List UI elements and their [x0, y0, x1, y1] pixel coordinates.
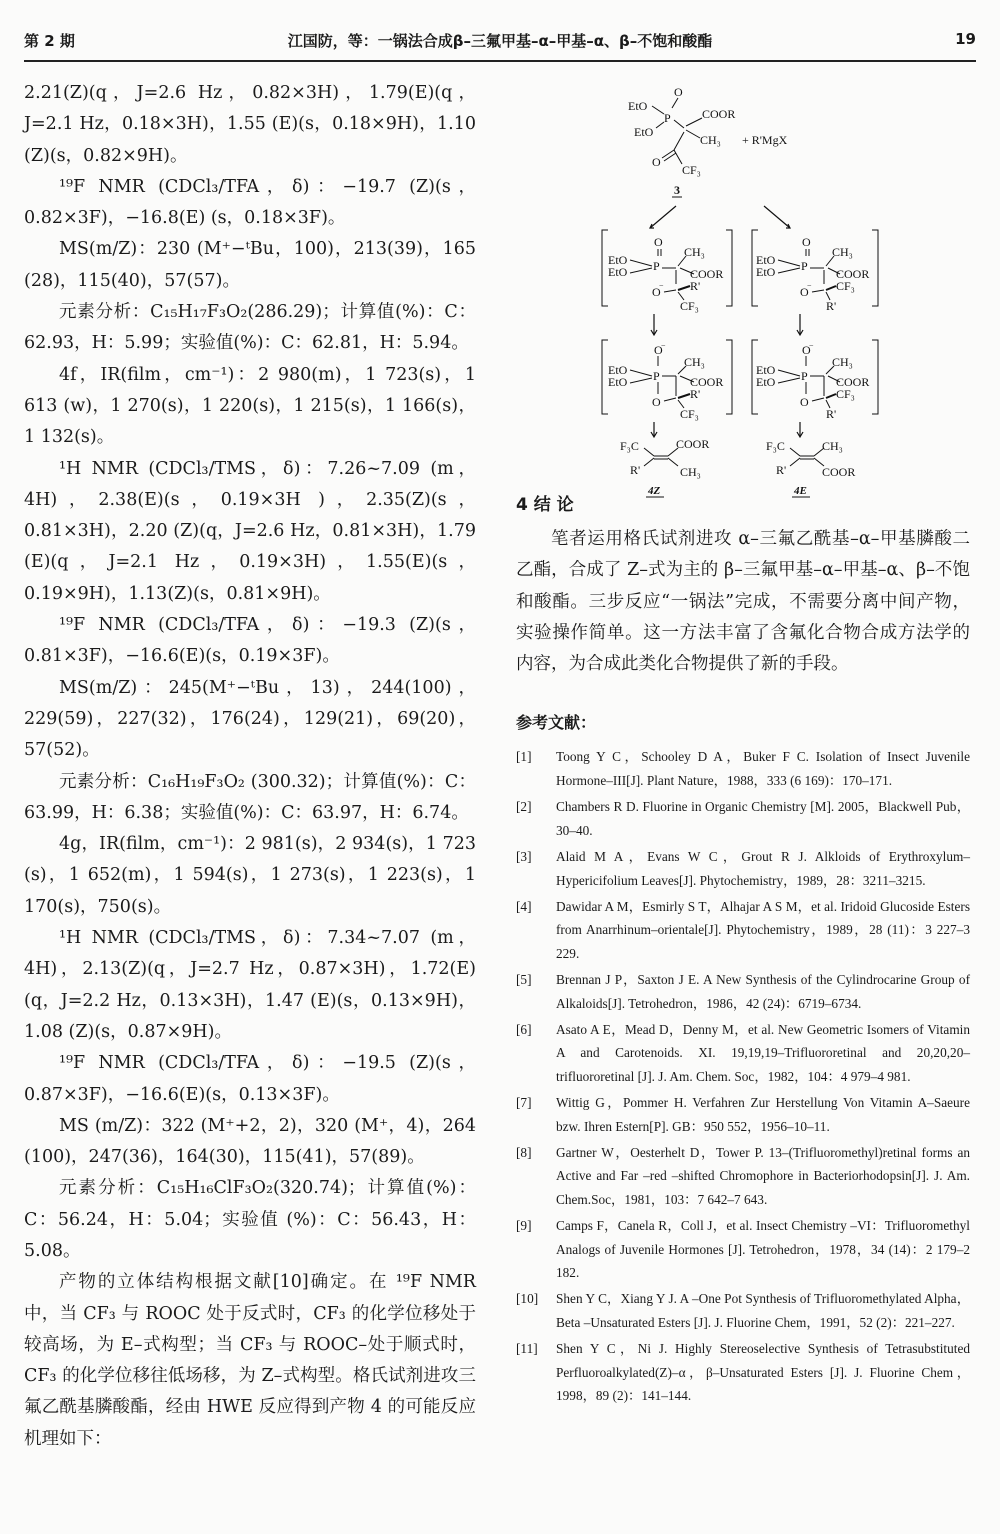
- svg-text:P: P: [801, 369, 808, 383]
- svg-text:COOR: COOR: [836, 375, 870, 389]
- reference-item: [516, 968, 970, 1015]
- svg-text:EtO: EtO: [628, 99, 648, 113]
- data-paragraph: 2.21(Z)(q，J=2.6 Hz，0.82×3H)，1.79(E)(q，J=2.1 Hz，0.18×3H)，1.55 (E)(s，0.18×9H)，1.10 (Z)(s，0.82×9H)。: [24, 83, 476, 166]
- reference-text: Dawidar A M，Esmirly S T，Alhajar A S M，et al. Iridoid Glucoside Esters from Anarrhinum–orientale[J]. Phytochemistry，1989，28 (11)：3 227–3 229.: [556, 898, 970, 961]
- svg-text:P: P: [653, 369, 660, 383]
- svg-text:R': R': [826, 299, 837, 313]
- data-paragraph: ¹H NMR (CDCl₃/TMS，δ)：7.26~7.09 (m，4H)，2.38(E)(s，0.19×3H )，2.35(Z)(s，0.81×3H)，2.20 (Z)(q，J=2.6 Hz，0.81×3H)，1.79 (E)(q，J=2.1 Hz，0.19×3H)，1.55(E)(s，0.19×9H)，1.13(Z)(s，0.81×9H)。: [24, 458, 476, 604]
- reference-item: [516, 845, 970, 892]
- reference-text: Shen Y C，Ni J. Highly Stereoselective Synthesis of Tetrasubstituted Perfluoroalkylated(Z)–α，β–Unsaturated Esters [J]. J. Fluorine Chem，1998，89 (2)：141–144.: [556, 1341, 970, 1404]
- grignard-reagent: + R'MgX: [742, 133, 788, 147]
- references-heading: 参考文献：: [516, 713, 597, 733]
- svg-text:CF₃: CF₃: [836, 387, 855, 401]
- svg-text:O: O: [802, 235, 811, 249]
- svg-text:CF₃: CF₃: [680, 407, 699, 421]
- oxaphosphetane-left: [602, 340, 732, 421]
- reference-item: [516, 1337, 970, 1407]
- product-4E-label: 4E: [794, 485, 807, 497]
- svg-text:CF₃: CF₃: [682, 163, 701, 177]
- data-paragraph: MS (m/Z)：322 (M⁺+2，2)，320 (M⁺，4)，264 (100)，247(36)，164(30)，115(41)，57(89)。: [24, 1115, 476, 1168]
- data-paragraph: 元素分析：C₁₅H₁₇F₃O₂(286.29)；计算值(%)：C：62.93，H：5.99；实验值(%)：C：62.81，H：5.94。: [24, 302, 476, 354]
- svg-text:COOR: COOR: [676, 437, 710, 451]
- data-paragraph: ¹H NMR (CDCl₃/TMS，δ)：7.34~7.07 (m，4H)，2.13(Z)(q，J=2.7 Hz，0.87×3H)，1.72(E)(q，J=2.2 Hz，0.13×3H)，1.47 (E)(s，0.13×9H)，1.08 (Z)(s，0.87×9H)。: [24, 928, 476, 1042]
- data-paragraph: 元素分析：C₁₅H₁₆ClF₃O₂(320.74)；计算值(%)：C：56.24，H：5.04；实验值 (%)：C：56.43，H：5.08。: [24, 1178, 476, 1261]
- reference-number: [3]: [516, 849, 532, 865]
- reference-number: [4]: [516, 898, 532, 914]
- header-rule: [24, 60, 976, 62]
- svg-text:CF₃: CF₃: [680, 299, 699, 313]
- svg-text:EtO: EtO: [608, 265, 628, 279]
- svg-text:−: −: [807, 281, 812, 290]
- reference-item: [516, 795, 970, 842]
- svg-text:CH₃: CH₃: [684, 355, 705, 369]
- issue-number: 第 2 期: [24, 32, 75, 50]
- reference-text: Wittig G，Pommer H. Verfahren Zur Herstellung Von Vitamin A–Saeure bzw. Ihren Estern[P]. GB：950 552，1956–10–11.: [556, 1095, 970, 1134]
- data-paragraph: 元素分析：C₁₆H₁₉F₃O₂ (300.32)；计算值(%)：C：63.99，H：6.38；实验值(%)：C：63.97，H：6.74。: [24, 771, 476, 823]
- reference-item: [516, 1214, 970, 1284]
- svg-text:EtO: EtO: [608, 253, 628, 267]
- data-paragraph: MS(m/Z)：245(M⁺−ᵗBu，13)，244(100)，229(59)，227(32)，176(24)，129(21)，69(20)，57(52)。: [24, 677, 476, 761]
- data-paragraph: ¹⁹F NMR (CDCl₃/TFA，δ)：−19.7 (Z)(s，0.82×3F)，−16.8(E) (s，0.18×3F)。: [24, 176, 476, 229]
- reference-number: [6]: [516, 1021, 532, 1037]
- svg-text:COOR: COOR: [702, 107, 736, 121]
- reference-number: [9]: [516, 1218, 532, 1234]
- reference-number: [2]: [516, 799, 532, 815]
- svg-text:O: O: [654, 235, 663, 249]
- reference-number: [10]: [516, 1291, 539, 1307]
- alkoxide-intermediate-right: [752, 230, 878, 313]
- svg-text:O: O: [652, 285, 661, 299]
- svg-text:R': R': [776, 463, 787, 477]
- reference-text: Gartner W，Oesterhelt D，Tower P. 13–(Trifluoromethyl)retinal forms an Active and Far –red –shifted Chromophore in Bacteriorhodopsin[J]. J. Am. Chem.Soc，1981，103：7 642–7 643.: [556, 1144, 970, 1207]
- reference-text: Chambers R D. Fluorine in Organic Chemistry [M]. 2005，Blackwell Pub，30–40.: [556, 799, 970, 838]
- svg-text:O: O: [800, 285, 809, 299]
- reference-item: [516, 745, 970, 792]
- svg-text:−: −: [661, 341, 666, 350]
- svg-text:CF₃: CF₃: [836, 279, 855, 293]
- reference-item: [516, 895, 970, 965]
- data-paragraph: 4g，IR(film，cm⁻¹)：2 981(s)，2 934(s)，1 723 (s)，1 652(m)，1 594(s)，1 273(s)，1 223(s)，1 170(s)，750(s)。: [24, 834, 476, 917]
- svg-text:P: P: [801, 259, 808, 273]
- reference-item: [516, 1018, 970, 1088]
- svg-text:EtO: EtO: [608, 363, 628, 377]
- data-paragraph: 4f，IR(film，cm⁻¹)：2 980(m)，1 723(s)，1 613 (w)，1 270(s)，1 220(s)，1 215(s)，1 166(s)，1 132(s)。: [24, 364, 476, 448]
- reference-item: [516, 1287, 970, 1334]
- reference-number: [8]: [516, 1144, 532, 1160]
- svg-text:O: O: [654, 343, 663, 357]
- svg-text:O: O: [674, 85, 683, 99]
- discussion-paragraph: 产物的立体结构根据文献[10]确定。在 ¹⁹F NMR 中，当 CF₃ 与 ROOC 处于反式时，CF₃ 的化学位移处于较高场，为 E–式构型；当 CF₃ 与 ROOC–处于顺式时，CF₃ 的化学位移往低场移，为 Z–式构型。格氏试剂进攻三氟乙酰基膦酸酯，经由 HWE 反应得到产物 4 的可能反应机理如下：: [24, 1272, 476, 1449]
- svg-text:R': R': [826, 407, 837, 421]
- data-paragraph: ¹⁹F NMR (CDCl₃/TFA，δ)：−19.5 (Z)(s，0.87×3F)，−16.6(E)(s，0.13×3F)。: [24, 1053, 476, 1105]
- reference-number: [1]: [516, 749, 532, 765]
- product-4Z-label: 4Z: [648, 485, 661, 497]
- reference-text: Asato A E，Mead D，Denny M，et al. New Geometric Isomers of Vitamin A and Carotenoids. XI. 19,19,19–Trifluororetinal and 20,20,20–trifluororetinal [J]. J. Am. Chem. Soc，1982，104：4 979–4 981.: [556, 1021, 970, 1084]
- svg-text:−: −: [659, 281, 664, 290]
- compound-3-label: 3: [674, 183, 680, 197]
- svg-text:P: P: [664, 111, 671, 125]
- reference-item: [516, 1141, 970, 1211]
- reference-text: Camps F，Canela R，Coll J，et al. Insect Chemistry –VI：Trifluoromethyl Analogs of Juvenile Hormones [J]. Tetrohedron，1978，34 (14)：2 179–2 182.: [556, 1218, 970, 1281]
- svg-text:CH₃: CH₃: [822, 439, 843, 453]
- svg-text:CH₃: CH₃: [680, 465, 701, 479]
- reference-text: Alaid M A，Evans W C，Grout R J. Alkloids of Erythroxylum–Hypericifolium Leaves[J]. Phytochemistry，1989，28：3211–3215.: [556, 849, 970, 888]
- svg-text:F₃C: F₃C: [620, 439, 639, 453]
- left-column: [24, 78, 476, 1455]
- right-column: [516, 78, 970, 1410]
- reference-text: Shen Y C，Xiang Y J. A –One Pot Synthesis of Trifluoromethylated Alpha，Beta –Unsaturated Esters [J]. J. Fluorine Chem，1991，52 (2)：221–227.: [556, 1291, 970, 1330]
- section-heading: 4 结 论: [516, 495, 574, 515]
- svg-text:O: O: [802, 343, 811, 357]
- svg-text:O: O: [800, 395, 809, 409]
- svg-text:R': R': [690, 279, 701, 293]
- data-paragraph: ¹⁹F NMR (CDCl₃/TFA，δ)：−19.3 (Z)(s，0.81×3F)，−16.6(E)(s，0.19×3F)。: [24, 615, 476, 667]
- svg-text:R': R': [630, 463, 641, 477]
- reference-number: [11]: [516, 1341, 538, 1357]
- conclusion-paragraph: 笔者运用格氏试剂进攻 α–三氟乙酰基–α–甲基膦酸二乙酯，合成了 Z–式为主的 β–三氟甲基–α–甲基–α、β–不饱和酸酯。三步反应“一锅法”完成，不需要分离中间产物，实验操作简单。这一方法丰富了含氟化合物合成方法学的内容，为合成此类化合物提供了新的手段。: [516, 529, 970, 675]
- page-number: 19: [955, 30, 976, 48]
- reference-item: [516, 1091, 970, 1138]
- svg-text:R': R': [690, 387, 701, 401]
- svg-text:COOR: COOR: [822, 465, 856, 479]
- svg-text:COOR: COOR: [836, 267, 870, 281]
- data-paragraph: MS(m/Z)：230 (M⁺−ᵗBu，100)，213(39)，165 (28)，115(40)，57(57)。: [24, 239, 476, 291]
- svg-text:EtO: EtO: [756, 363, 776, 377]
- reference-text: Toong Y C，Schooley D A，Buker F C. Isolation of Insect Juvenile Hormone–III[J]. Plant Nature，1988，333 (6 169)：170–171.: [556, 749, 970, 788]
- svg-text:EtO: EtO: [608, 375, 628, 389]
- svg-text:COOR: COOR: [690, 267, 724, 281]
- svg-text:F₃C: F₃C: [766, 439, 785, 453]
- svg-text:CH₃: CH₃: [700, 133, 721, 147]
- svg-text:O: O: [652, 395, 661, 409]
- svg-text:CH₃: CH₃: [684, 245, 705, 259]
- svg-text:COOR: COOR: [690, 375, 724, 389]
- reference-number: [7]: [516, 1095, 532, 1111]
- svg-text:P: P: [653, 259, 660, 273]
- reaction-mechanism-diagram: [516, 78, 970, 497]
- svg-text:CH₃: CH₃: [832, 245, 853, 259]
- reference-number: [5]: [516, 972, 532, 988]
- reaction-scheme: [516, 78, 970, 497]
- svg-text:EtO: EtO: [756, 253, 776, 267]
- compound-3-structure: [628, 85, 735, 197]
- svg-text:EtO: EtO: [756, 265, 776, 279]
- svg-text:−: −: [809, 341, 814, 350]
- svg-text:EtO: EtO: [756, 375, 776, 389]
- alkoxide-intermediate-left: [602, 230, 732, 313]
- page-header: [24, 30, 976, 56]
- running-title: 江国防，等：一锅法合成β–三氟甲基–α–甲基–α、β–不饱和酸酯: [287, 32, 713, 50]
- svg-text:O: O: [652, 155, 661, 169]
- reference-list: [516, 745, 970, 1407]
- svg-text:EtO: EtO: [634, 125, 654, 139]
- oxaphosphetane-right: [752, 340, 878, 421]
- reference-text: Brennan J P，Saxton J E. A New Synthesis of the Cylindrocarine Group of Alkaloids[J]. Tetrohedron，1986，42 (24)：6719–6734.: [556, 972, 970, 1011]
- svg-text:CH₃: CH₃: [832, 355, 853, 369]
